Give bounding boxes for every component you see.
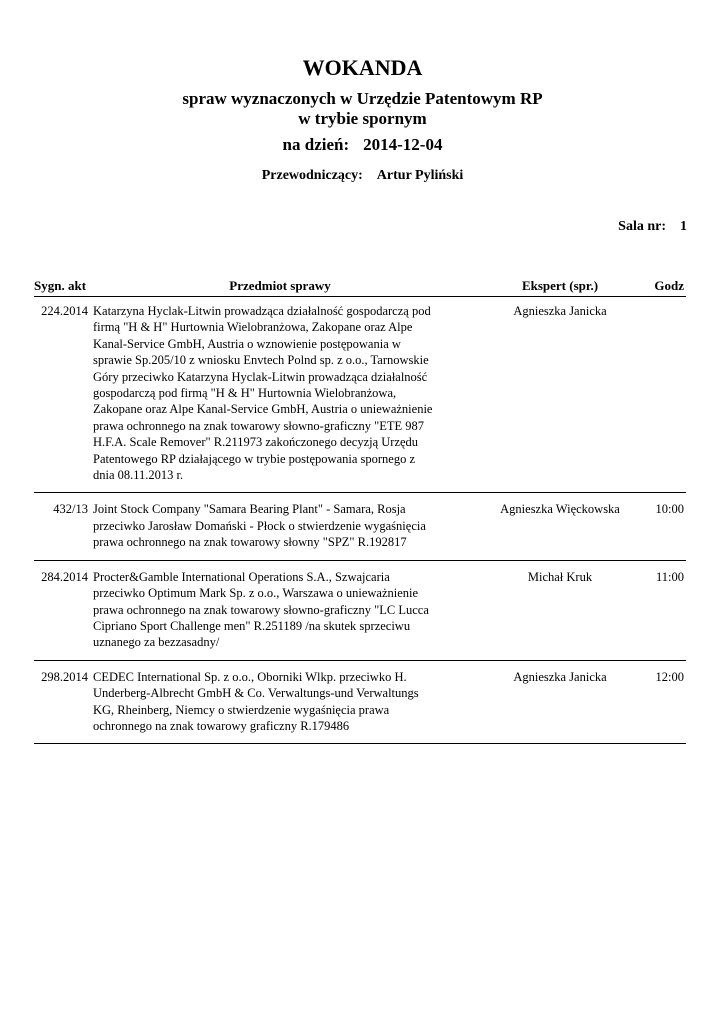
document-title: WOKANDA xyxy=(302,55,423,80)
document-subtitle xyxy=(0,89,725,129)
subtitle-line-1: spraw wyznaczonych w Urzędzie Patentowym RP xyxy=(182,89,543,108)
case-subject: CEDEC International Sp. z o.o., Oborniki Wlkp. przeciwko H. Underberg-Albrecht GmbH & Co. Verwaltungs-und Verwaltungs KG, Rheinberg, Niemcy o stwierdzenie wygaśnięcia prawa ochronnego na znak towarowy graficzny R.179486 xyxy=(93,669,419,733)
table-body xyxy=(34,303,686,752)
case-subject: Katarzyna Hyclak-Litwin prowadząca działalność gospodarczą pod firmą "H & H" Hurtownia Wielobranżowa, Zakopane oraz Alpe Kanal-Service GmbH, Austria o wznowienie postępowania w sprawie Sp.205/10 z wniosku Envtech Polnd sp. z o.o., Tarnowskie Góry przeciwko Katarzyna Hyclak-Litwin prowadząca działalność gospodarczą pod firmą "H & H" Hurtownia Wielobranżowa, Zakopane oraz Alpe Kanal-Service GmbH, Austria o unieważnienie prawa ochronnego na znak towarowy słowno-graficzny "ETE 987 H.F.A. Scale Remover" R.211973 zakończonego decyzją Urzędu Patentowego RP działającego w trybie postępowania spornego z dnia 08.11.2013 r. xyxy=(93,304,433,483)
case-signature: 432/13 xyxy=(53,502,88,517)
case-expert: Agnieszka Janicka xyxy=(513,304,607,318)
room-value: 1 xyxy=(680,219,687,234)
case-signature: 298.2014 xyxy=(41,669,88,684)
column-header-expert: Ekspert (spr.) xyxy=(521,278,599,293)
case-subject: Procter&Gamble International Operations S.A., Szwajcaria przeciwko Optimum Mark Sp. z o.o., Warszawa o unieważnienie prawa ochronnego na znak towarowy słowno-graficzny "LC Lucca Cipriano Sport Challenge men" R.251189 /na skutek sprzeciwu uznanego za bezzasadny/ xyxy=(93,569,429,650)
table-row xyxy=(34,303,686,493)
chair-line xyxy=(0,168,725,184)
case-time: 10:00 xyxy=(655,502,684,517)
table-row xyxy=(34,569,686,661)
room-label: Sala nr: xyxy=(618,219,666,234)
chair-name: Artur Pyliński xyxy=(376,168,464,183)
case-signature: 284.2014 xyxy=(41,569,88,584)
case-time: 12:00 xyxy=(655,669,684,684)
table-row xyxy=(34,669,686,745)
room-line xyxy=(618,219,687,235)
case-expert: Michał Kruk xyxy=(527,569,593,584)
column-header-sygn: Sygn. akt xyxy=(34,278,87,293)
chair-label: Przewodniczący: xyxy=(261,168,363,183)
case-subject: Joint Stock Company "Samara Bearing Plant" - Samara, Rosja przeciwko Jarosław Domański - Płock o stwierdzenie wygaśnięcia prawa ochronnego na znak towarowy słowny "SPZ" R.192817 xyxy=(93,502,426,550)
date-value: 2014-12-04 xyxy=(363,135,443,154)
subtitle-line-2: w trybie spornym xyxy=(298,109,427,128)
table-row xyxy=(34,501,686,560)
column-header-subject: Przedmiot sprawy xyxy=(229,278,331,293)
case-expert: Agnieszka Janicka xyxy=(513,669,607,684)
date-label: na dzień: xyxy=(282,135,350,154)
case-signature: 224.2014 xyxy=(41,304,88,318)
column-header-time: Godz xyxy=(654,278,684,293)
case-expert: Agnieszka Więckowska xyxy=(500,502,620,517)
table-header xyxy=(34,278,686,297)
date-line xyxy=(0,135,725,155)
case-time: 11:00 xyxy=(655,569,684,584)
